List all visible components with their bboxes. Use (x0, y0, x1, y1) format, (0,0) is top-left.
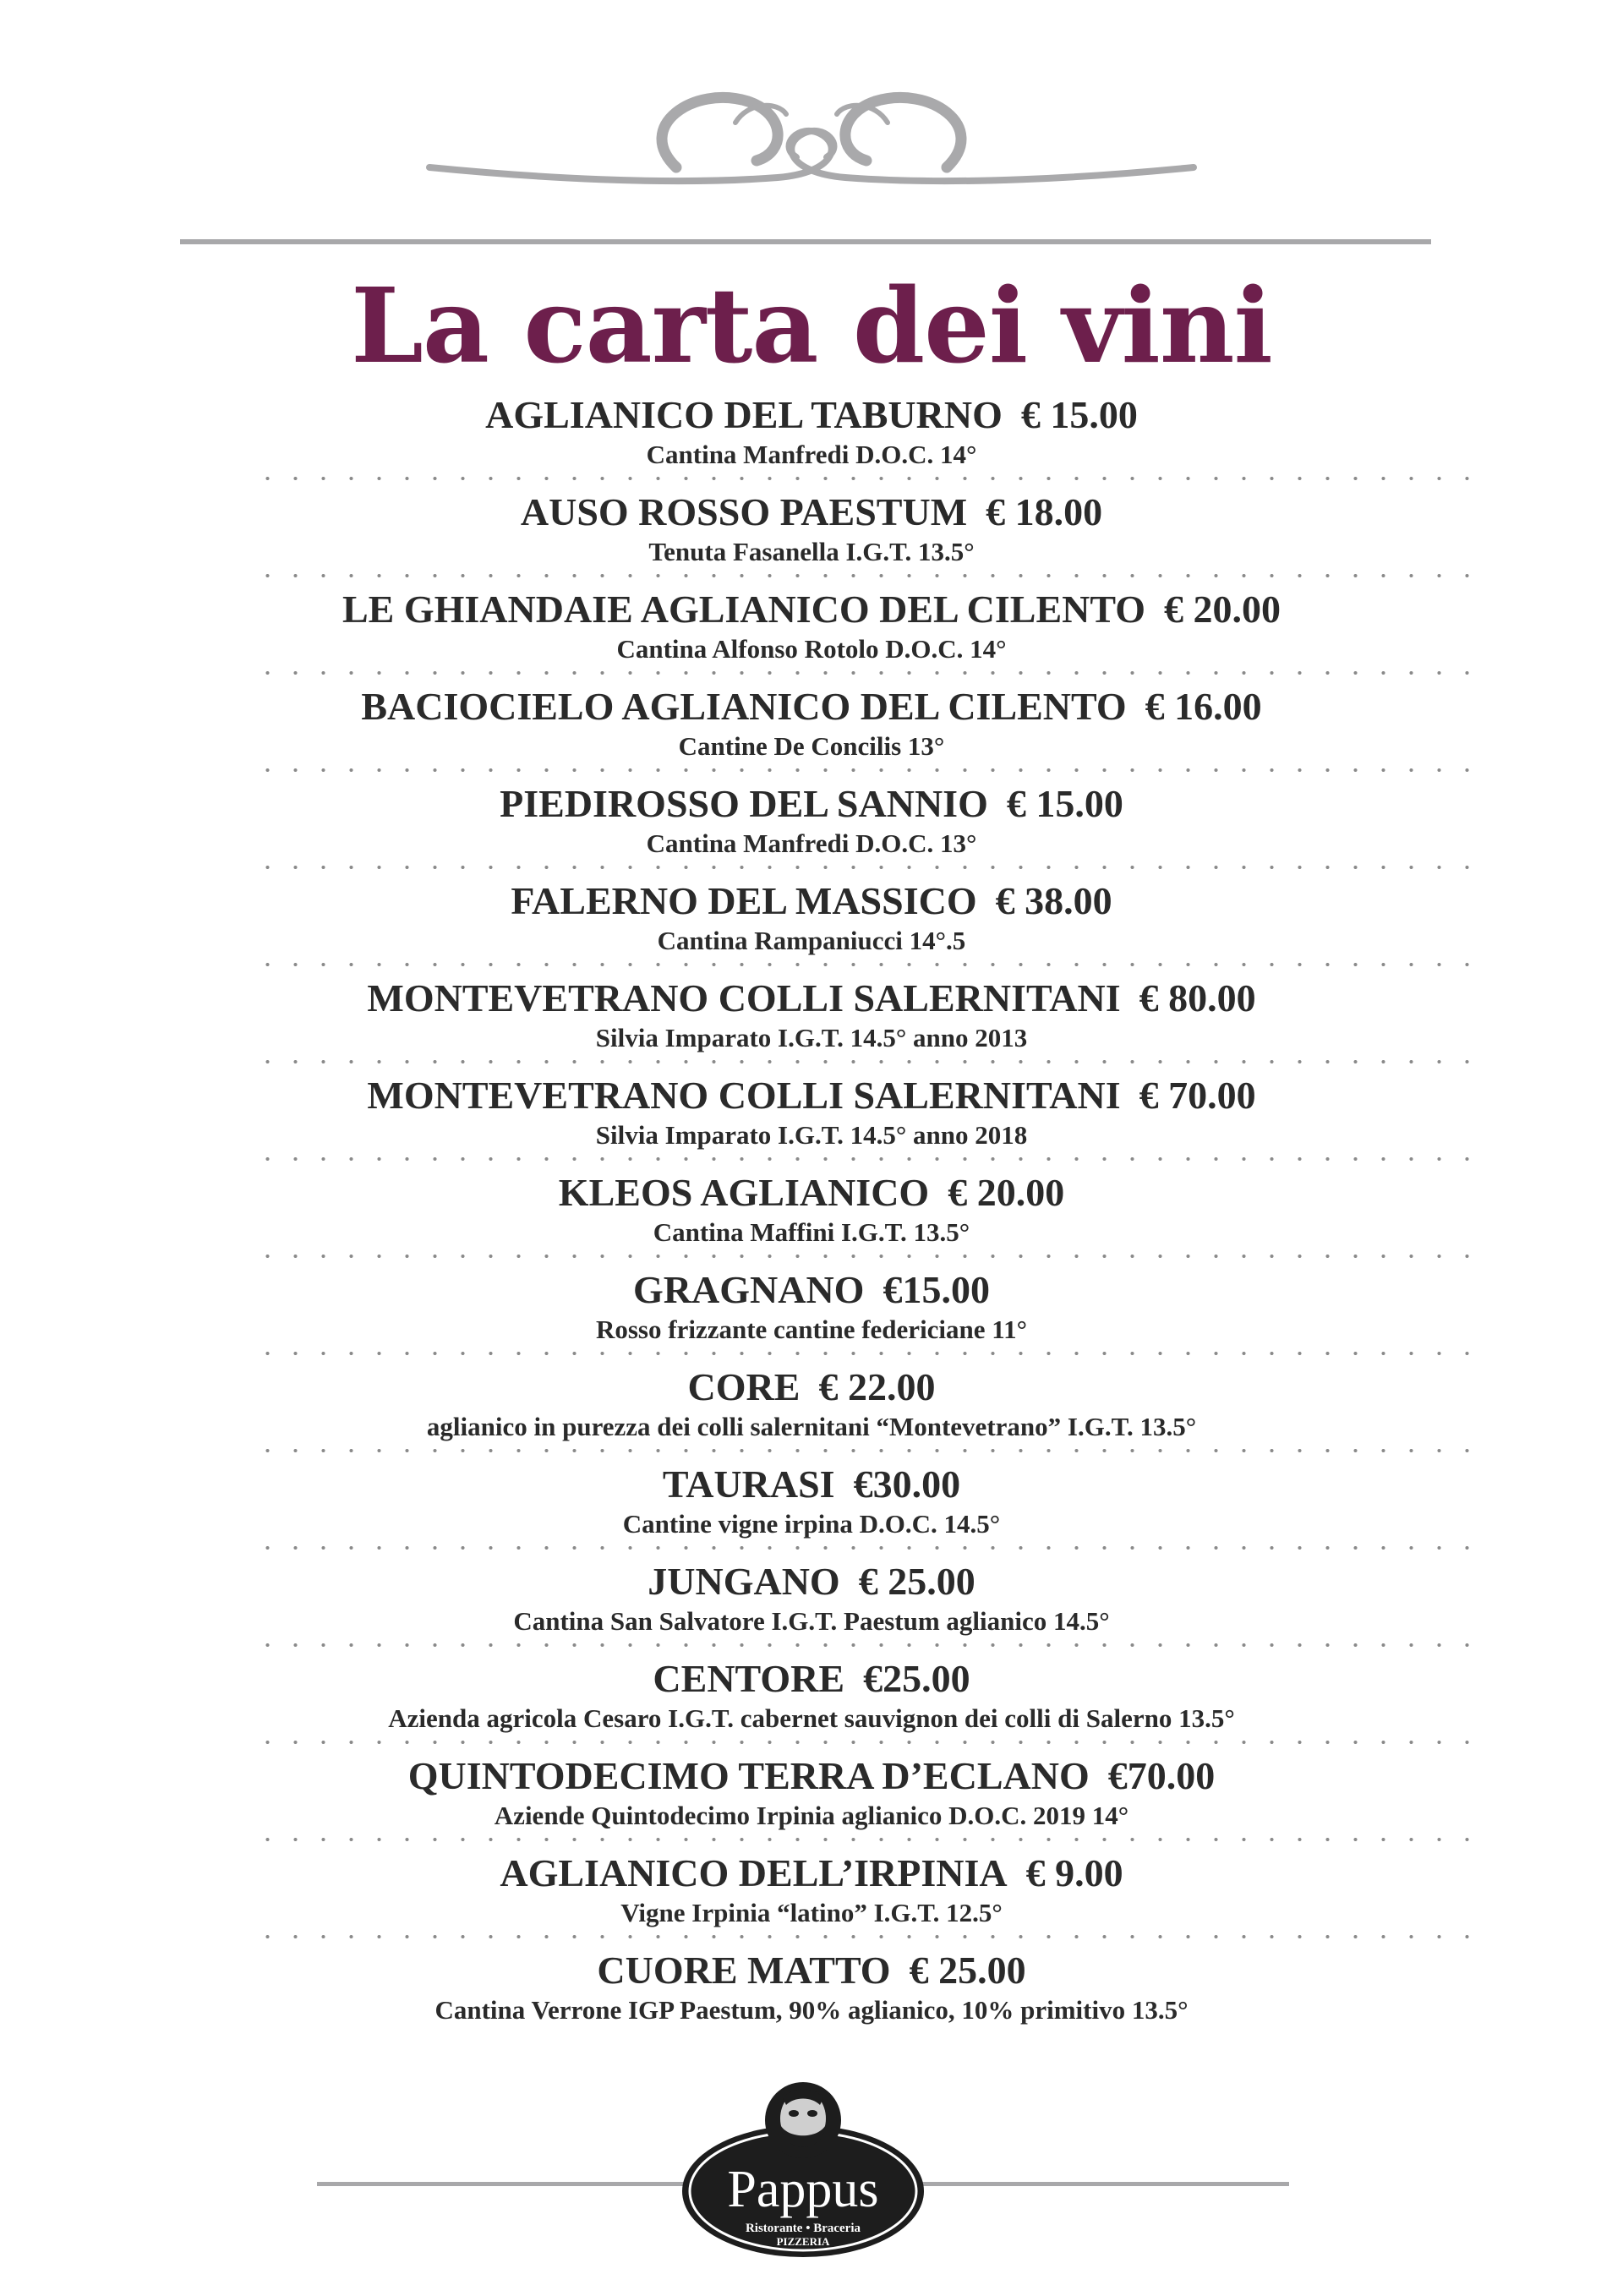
wine-item (0, 583, 1623, 681)
wine-name: CORE (687, 1365, 801, 1408)
wine-description: Cantine De Concilis 13° (678, 731, 945, 761)
dotted-separator (254, 1546, 1479, 1550)
dotted-separator (254, 1060, 1479, 1063)
wine-description: Cantine vigne irpina D.O.C. 14.5° (622, 1509, 1001, 1539)
wine-price: € 20.00 (948, 1171, 1065, 1214)
wine-heading (0, 1363, 1623, 1412)
dotted-separator (254, 866, 1479, 869)
wine-item (0, 1361, 1623, 1458)
wine-name: JUNGANO (648, 1560, 840, 1603)
dotted-separator (254, 1838, 1479, 1841)
wine-price: € 9.00 (1025, 1851, 1123, 1894)
wine-price: € 15.00 (1006, 782, 1123, 825)
wine-heading (0, 1168, 1623, 1217)
wine-heading (0, 1266, 1623, 1315)
logo-name: Pappus (727, 2161, 879, 2218)
flourish-ornament-icon (414, 68, 1209, 203)
wine-heading (0, 1849, 1623, 1898)
wine-name: AGLIANICO DEL TABURNO (485, 393, 1003, 436)
wine-description: Aziende Quintodecimo Irpinia aglianico D.O.C. 2019 14° (494, 1801, 1129, 1830)
wine-price: € 25.00 (909, 1949, 1026, 1992)
top-divider (180, 239, 1431, 244)
wine-description: aglianico in purezza dei colli salernitani “Montevetrano” I.G.T. 13.5° (426, 1412, 1197, 1441)
wine-name: FALERNO DEL MASSICO (511, 879, 977, 922)
wine-item (0, 1847, 1623, 1944)
wine-price: € 80.00 (1139, 976, 1256, 1020)
wine-description: Cantina Maffini I.G.T. 13.5° (653, 1217, 970, 1247)
dotted-separator (254, 768, 1479, 772)
wine-description: Vigne Irpinia “latino” I.G.T. 12.5° (620, 1898, 1003, 1927)
wine-item (0, 875, 1623, 972)
dotted-separator (254, 671, 1479, 675)
dotted-separator (254, 1255, 1479, 1258)
wine-description: Cantina San Salvatore I.G.T. Paestum aglianico 14.5° (513, 1606, 1110, 1636)
wine-name: BACIOCIELO AGLIANICO DEL CILENTO (361, 685, 1127, 728)
logo-tagline: Ristorante • Braceria (745, 2222, 861, 2235)
wine-price: € 18.00 (986, 490, 1103, 533)
wine-item (0, 681, 1623, 778)
wine-item (0, 1167, 1623, 1264)
wine-name: CUORE MATTO (597, 1949, 891, 1992)
wine-item (0, 1653, 1623, 1750)
chef-face-icon (765, 2082, 841, 2158)
wine-price: €30.00 (853, 1462, 961, 1506)
wine-heading (0, 1752, 1623, 1801)
dotted-separator (254, 477, 1479, 480)
wine-heading (0, 488, 1623, 537)
wine-price: €15.00 (883, 1268, 990, 1311)
wine-description: Cantina Rampaniucci 14°.5 (657, 926, 966, 955)
wine-name: PIEDIROSSO DEL SANNIO (500, 782, 988, 825)
wine-name: AUSO ROSSO PAESTUM (520, 490, 968, 533)
wine-heading (0, 1946, 1623, 1995)
dotted-separator (254, 1352, 1479, 1355)
wine-price: € 25.00 (858, 1560, 975, 1603)
dotted-separator (254, 1741, 1479, 1744)
wine-item (0, 1750, 1623, 1847)
wine-heading (0, 585, 1623, 634)
dotted-separator (254, 1449, 1479, 1452)
wine-description: Tenuta Fasanella I.G.T. 13.5° (648, 537, 975, 566)
dotted-separator (254, 1935, 1479, 1938)
wine-name: GRAGNANO (633, 1268, 865, 1311)
wine-price: € 20.00 (1164, 588, 1281, 631)
wine-heading (0, 877, 1623, 926)
wine-item (0, 972, 1623, 1069)
wine-description: Cantina Alfonso Rotolo D.O.C. 14° (616, 634, 1007, 664)
logo-subtitle: PIZZERIA (776, 2235, 830, 2248)
wine-heading (0, 779, 1623, 828)
wine-description: Silvia Imparato I.G.T. 14.5° anno 2018 (595, 1120, 1028, 1150)
wine-description: Cantina Manfredi D.O.C. 13° (646, 828, 977, 858)
wine-price: € 38.00 (995, 879, 1112, 922)
wine-price: € 22.00 (818, 1365, 936, 1408)
dotted-separator (254, 1643, 1479, 1647)
wine-heading (0, 1654, 1623, 1703)
dotted-separator (254, 1157, 1479, 1161)
wine-name: TAURASI (662, 1462, 835, 1506)
wine-item (0, 1264, 1623, 1361)
wine-description: Silvia Imparato I.G.T. 14.5° anno 2013 (595, 1023, 1028, 1052)
wine-name: MONTEVETRANO COLLI SALERNITANI (367, 976, 1121, 1020)
wine-item (0, 1069, 1623, 1167)
wine-heading (0, 391, 1623, 440)
wine-name: CENTORE (653, 1657, 845, 1700)
pappus-logo (676, 2080, 930, 2261)
wine-list (0, 389, 1623, 2042)
wine-heading (0, 682, 1623, 731)
wine-description: Rosso frizzante cantine federiciane 11° (595, 1315, 1027, 1344)
wine-name: MONTEVETRANO COLLI SALERNITANI (367, 1074, 1121, 1117)
wine-price: €25.00 (863, 1657, 970, 1700)
wine-name: QUINTODECIMO TERRA D’ECLANO (407, 1754, 1090, 1797)
wine-description: Cantina Manfredi D.O.C. 14° (646, 440, 977, 469)
wine-item (0, 778, 1623, 875)
wine-price: €70.00 (1107, 1754, 1216, 1797)
wine-description: Cantina Verrone IGP Paestum, 90% aglianico, 10% primitivo 13.5° (434, 1995, 1189, 2025)
wine-item (0, 1944, 1623, 2042)
wine-heading (0, 1460, 1623, 1509)
wine-name: KLEOS AGLIANICO (558, 1171, 930, 1214)
wine-name: AGLIANICO DELL’IRPINIA (500, 1851, 1008, 1894)
wine-price: € 70.00 (1139, 1074, 1256, 1117)
wine-item (0, 389, 1623, 486)
wine-price: € 16.00 (1145, 685, 1262, 728)
wine-heading (0, 974, 1623, 1023)
wine-heading (0, 1557, 1623, 1606)
wine-item (0, 1458, 1623, 1555)
wine-description: Azienda agricola Cesaro I.G.T. cabernet sauvignon dei colli di Salerno 13.5° (388, 1703, 1235, 1733)
dotted-separator (254, 574, 1479, 577)
page-title: La carta dei vini (351, 265, 1272, 386)
wine-name: LE GHIANDAIE AGLIANICO DEL CILENTO (342, 588, 1146, 631)
wine-item (0, 486, 1623, 583)
wine-heading (0, 1071, 1623, 1120)
wine-price: € 15.00 (1020, 393, 1138, 436)
dotted-separator (254, 963, 1479, 966)
wine-item (0, 1555, 1623, 1653)
